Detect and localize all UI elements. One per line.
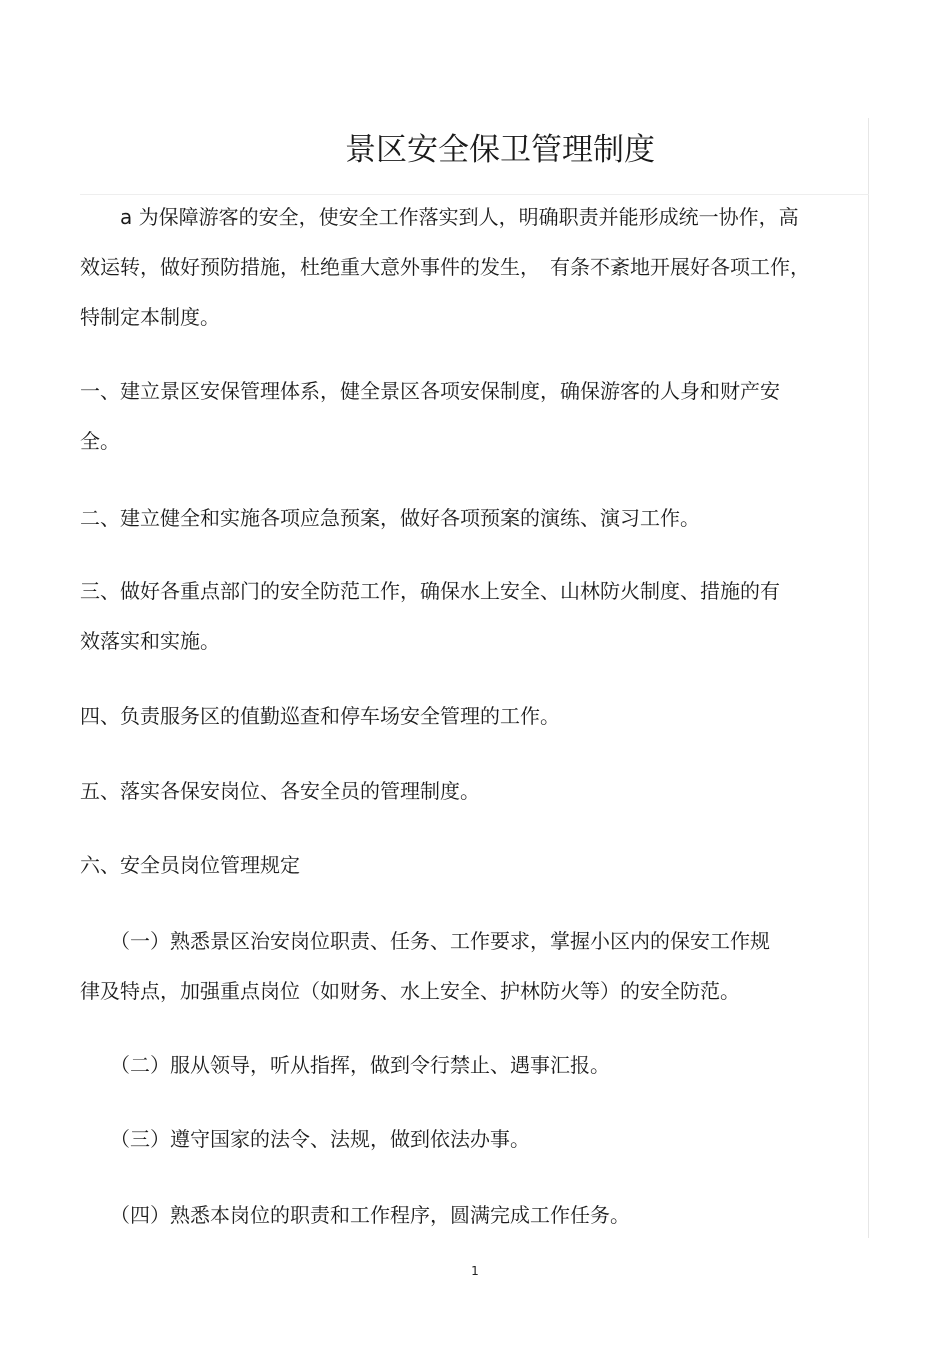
item-line: 二、建立健全和实施各项应急预案，做好各项预案的演练、演习工作。 bbox=[80, 506, 700, 530]
page-right-border bbox=[868, 118, 869, 1238]
intro-paragraph bbox=[80, 192, 840, 342]
sub-item-line: （三）遵守国家的法令、法规，做到依法办事。 bbox=[80, 1127, 530, 1151]
item-4-paragraph bbox=[80, 691, 840, 741]
intro-line: 特制定本制度。 bbox=[80, 305, 220, 329]
document-title: 景区安全保卫管理制度 bbox=[345, 132, 655, 168]
item-line: 效落实和实施。 bbox=[80, 629, 220, 653]
sub-item-line: 律及特点，加强重点岗位（如财务、水上安全、护林防火等）的安全防范。 bbox=[80, 979, 740, 1003]
sub-item-4-paragraph bbox=[80, 1190, 840, 1240]
item-line: 五、落实各保安岗位、各安全员的管理制度。 bbox=[80, 779, 480, 803]
page-number: 1 bbox=[471, 1264, 479, 1278]
item-5-paragraph bbox=[80, 766, 840, 816]
sub-item-1-paragraph bbox=[80, 916, 840, 1016]
sub-item-line: （二）服从领导，听从指挥，做到令行禁止、遇事汇报。 bbox=[80, 1053, 610, 1077]
intro-line: a 为保障游客的安全，使安全工作落实到人，明确职责并能形成统一协作，高 bbox=[80, 205, 799, 229]
intro-line: 效运转，做好预防措施，杜绝重大意外事件的发生， 有条不紊地开展好各项工作， bbox=[80, 255, 810, 279]
sub-item-2-paragraph bbox=[80, 1040, 840, 1090]
item-line: 全。 bbox=[80, 429, 120, 453]
sub-item-line: （一）熟悉景区治安岗位职责、任务、工作要求，掌握小区内的保安工作规 bbox=[80, 929, 770, 953]
item-6-paragraph bbox=[80, 840, 840, 890]
item-line: 六、安全员岗位管理规定 bbox=[80, 853, 300, 877]
item-line: 四、负责服务区的值勤巡查和停车场安全管理的工作。 bbox=[80, 704, 560, 728]
item-line: 三、做好各重点部门的安全防范工作，确保水上安全、山林防火制度、措施的有 bbox=[80, 579, 780, 603]
item-line: 一、建立景区安保管理体系，健全景区各项安保制度，确保游客的人身和财产安 bbox=[80, 379, 780, 403]
item-3-paragraph bbox=[80, 566, 840, 666]
sub-item-3-paragraph bbox=[80, 1114, 840, 1164]
item-2-paragraph bbox=[80, 493, 840, 543]
item-1-paragraph bbox=[80, 366, 840, 466]
sub-item-line: （四）熟悉本岗位的职责和工作程序，圆满完成工作任务。 bbox=[80, 1203, 630, 1227]
